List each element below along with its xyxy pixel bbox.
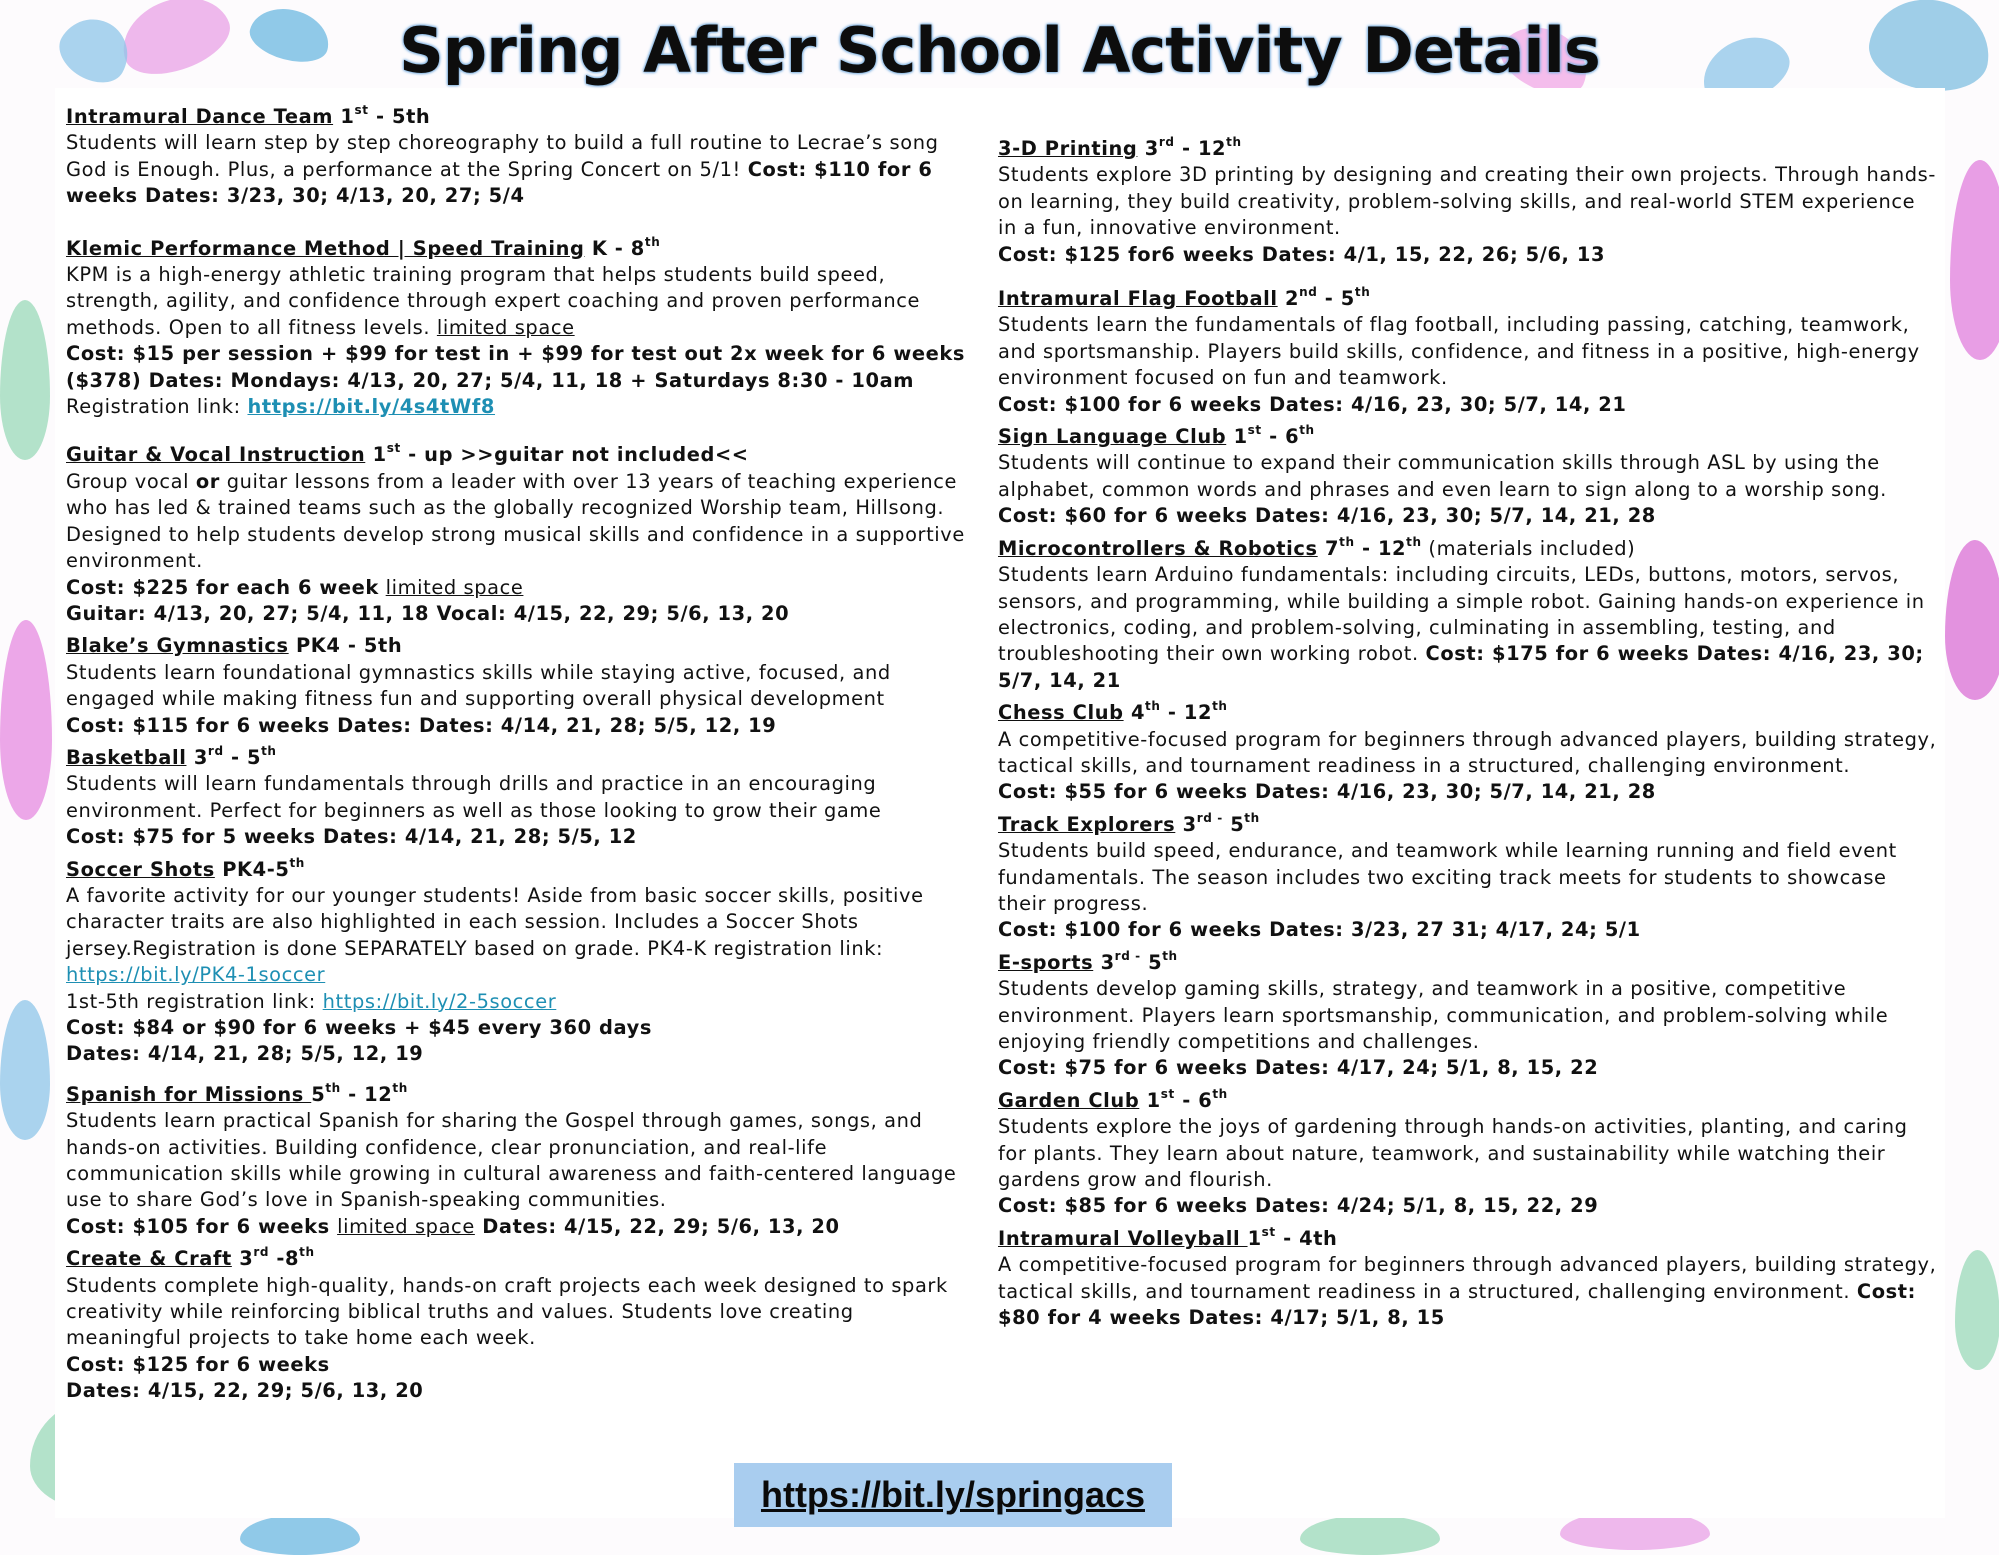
activity-cost: Cost: $55 for 6 weeks Dates: 4/16, 23, 30; 5/7, 14, 21, 28 (998, 780, 1656, 804)
activity-cost: Cost: $225 for each 6 week (66, 575, 379, 599)
activity-description: Students learn Arduino fundamentals: including circuits, LEDs, buttons, motors, servos, sensors, and programming, while building a simple robot. Gaining hands-on experience in electronics, coding, and problem-solving, culminating in assembling, testing, and troubleshooting their own working robot. (998, 563, 1925, 666)
activity-cost: Cost: $75 for 6 weeks Dates: 4/17, 24; 5/1, 8, 15, 22 (998, 1056, 1599, 1080)
leaf-decoration-bottom (240, 1515, 360, 1555)
activity-cost: Cost: $175 for 6 weeks Dates: 4/16, 23, 30; 5/7, 14, 21 (998, 642, 1924, 692)
activity-description: Students learn foundational gymnastics skills while staying active, focused, and engaged while making fitness fun and supporting overall physical development (66, 660, 891, 711)
leaf-decoration-right-lower (1955, 1250, 1999, 1370)
activity-cost: Cost: $100 for 6 weeks Dates: 3/23, 27 31; 4/17, 24; 5/1 (998, 918, 1641, 942)
activity-cost: Cost: $115 for 6 weeks Dates: Dates: 4/14, 21, 28; 5/5, 12, 19 (66, 713, 777, 737)
limited-space-note: limited space (436, 315, 575, 339)
activity-dates: Dates: 4/15, 22, 29; 5/6, 13, 20 (66, 1379, 424, 1403)
activity-microcontrollers-robotics: Microcontrollers & Robotics 7th - 12th (materials included) Students learn Arduino fundamentals: including circuits, LEDs, buttons, motors, servos, sensors, and programming, while building a simple robot. Gaining hands-on experience in electronics, coding, and problem-solving, culminating in assembling, testing, and troubleshooting their own working robot. Cost: $175 for 6 weeks Dates: 4/16, 23, 30; 5/7, 14, 21 (998, 534, 1925, 692)
activity-description: A competitive-focused program for beginners through advanced players, building strategy, tactical skills, and tournament readiness in a structured, challenging environment. (998, 727, 1937, 777)
activity-sign-language: Sign Language Club 1st - 6th Students will continue to expand their communication skills through ASL by using the alphabet, common words and phrases and even learn to sign along to a worship song. Cost: $60 for 6 weeks Dates: 4/16, 23, 30; 5/7, 14, 21, 28 (998, 424, 1938, 530)
activity-garden-club: Garden Club 1st - 6th Students explore the joys of gardening through hands-on activities, planting, and caring for plants. They learn about nature, teamwork, and sustainability while watching their gardens grow and flourish. Cost: $85 for 6 weeks Dates: 4/24; 5/1, 8, 15, 22, 29 (998, 1088, 1938, 1220)
activity-intramural-volleyball: Intramural Volleyball 1st - 4th A competitive-focused program for beginners through advanced players, building strategy, tactical skills, and tournament readiness in a structured, challenging environment. Cost: $80 for 4 weeks Dates: 4/17; 5/1, 8, 15 (998, 1224, 1937, 1330)
activity-name: 3-D Printing (998, 137, 1138, 160)
limited-space-note: limited space (337, 1214, 475, 1238)
activity-blakes-gymnastics: Blake’s Gymnastics PK4 - 5th Students learn foundational gymnastics skills while staying active, focused, and engaged while making fitness fun and supporting overall physical development Cost: $115 for 6 weeks Dates: Dates: 4/14, 21, 28; 5/5, 12, 19 (66, 633, 966, 739)
activity-chess-club: Chess Club 4th - 12th A competitive-focused program for beginners through advanced players, building strategy, tactical skills, and tournament readiness in a structured, challenging environment. Cost: $55 for 6 weeks Dates: 4/16, 23, 30; 5/7, 14, 21, 28 (998, 700, 1938, 806)
activity-name: Soccer Shots (66, 857, 215, 881)
activity-name: E-sports (998, 950, 1094, 974)
activity-description: Students learn practical Spanish for sharing the Gospel through games, songs, and hands-on activities. Building confidence, clear pronunciation, and real-life communication skills while growing in cultural awareness and faith-centered language use to share God’s love in Spanish-speaking communities. (66, 1109, 957, 1212)
activity-3d-printing: 3-D Printing 3rd - 12th Students explore 3D printing by designing and creating their own projects. Through hands-on learning, they build creativity, problem-solving skills, and real-world STEM experience in a fun, innovative environment. Cost: $125 for6 weeks Dates: 4/1, 15, 22, 26; 5/6, 13 (998, 136, 1938, 268)
butterfly-decoration-left-mid (0, 620, 52, 820)
pk4-k-registration-link[interactable]: https://bit.ly/PK4-1soccer (66, 963, 326, 987)
activity-name: Microcontrollers & Robotics (998, 536, 1318, 560)
activity-dates: Guitar: 4/13, 20, 27; 5/4, 11, 18 Vocal: 4/15, 22, 29; 5/6, 13, 20 (66, 601, 790, 625)
butterfly-decoration-right (1950, 160, 1999, 360)
activity-soccer-shots: Soccer Shots PK4-5th A favorite activity for our younger students! Aside from basic soccer skills, positive character traits are also highlighted in each session. Includes a Soccer Shots jersey.Registration is done SEPARATELY based on grade. PK4-K registration link: https://bit.ly/PK4-1soccer 1st-5th registration link: https://bit.ly/2-5soccer Cost: $84 or $90 for 6 weeks + $45 every 360 days Dates: 4/14, 21, 28; 5/5, 12, 19 (66, 857, 966, 1068)
activity-name: Create & Craft (66, 1247, 232, 1271)
activity-dates: Dates: 4/15, 22, 29; 5/6, 13, 20 (474, 1214, 840, 1238)
activity-cost: Cost: $80 for 4 weeks Dates: 4/17; 5/1, 8, 15 (998, 1279, 1917, 1330)
activity-description: A competitive-focused program for beginners through advanced players, building strategy, tactical skills, and tournament readiness in a structured, challenging environment. (998, 1253, 1937, 1303)
activity-cost: Cost: $110 for 6 weeks Dates: 3/23, 30; 4/13, 20, 27; 5/4 (66, 157, 933, 208)
limited-space-note: limited space (385, 575, 524, 599)
activity-cost: Cost: $84 or $90 for 6 weeks + $45 every 360 days (66, 1016, 652, 1039)
activity-e-sports: E-sports $3^{rd -}$ 5th Students develop gaming skills, strategy, and teamwork in a positive, competitive environment. Players learn sportsmanship, communication, and problem-solving while enjoying friendly competitions and challenges. Cost: $75 for 6 weeks Dates: 4/17, 24; 5/1, 8, 15, 22 (998, 950, 1938, 1082)
activity-cost: Cost: $15 per session + $99 for test in + $99 for test out 2x week for 6 weeks ($378) Dates: Mondays: 4/13, 20, 27; 5/4, 11, 18 + Saturdays 8:30 - 10am (66, 342, 966, 392)
kpm-registration-link[interactable]: https://bit.ly/4s4tWf8 (247, 395, 496, 419)
spring-acs-registration-link[interactable]: https://bit.ly/springacs (734, 1463, 1172, 1527)
activity-description: Students will learn fundamentals through drills and practice in an encouraging environment. Perfect for beginners as well as those looking to grow their game (66, 772, 882, 822)
activity-description: Students explore 3D printing by designing and creating their own projects. Through hands-on learning, they build creativity, problem-solving skills, and real-world STEM experience in a fun, innovative environment. (998, 163, 1936, 240)
activity-name: Track Explorers (998, 812, 1176, 836)
leaf-decoration-left-lower (0, 1000, 50, 1140)
activity-name: Sign Language Club (998, 425, 1227, 449)
activity-name: Chess Club (998, 701, 1124, 725)
activity-name: Basketball (66, 745, 187, 769)
activity-dates: Dates: 4/14, 21, 28; 5/5, 12, 19 (66, 1042, 424, 1066)
activity-description: Students will continue to expand their communication skills through ASL by using the alphabet, common words and phrases and even learn to sign along to a worship song. (998, 451, 1887, 501)
activity-name: Intramural Dance Team (66, 105, 334, 128)
activity-track-explorers: Track Explorers $3^{rd -}$ 5th Students build speed, endurance, and teamwork while learning running and field event fundamentals. The season includes two exciting track meets for students to showcase their progress. Cost: $100 for 6 weeks Dates: 3/23, 27 31; 4/17, 24; 5/1 (998, 812, 1938, 944)
activity-name: Intramural Volleyball (998, 1226, 1248, 1250)
activity-description: Group vocal or guitar lessons from a leader with over 13 years of teaching experience who has led & trained teams such as the globally recognized Worship team, Hillsong. Designed to help students develop strong musical skills and confidence in a supportive environment. (66, 469, 965, 573)
activity-cost: Cost: $75 for 5 weeks Dates: 4/14, 21, 28; 5/5, 12 (66, 825, 637, 849)
activity-intramural-dance-team: Intramural Dance Team 1st - 5th Students will learn step by step choreography to build a full routine to Lecrae’s song God is Enough. Plus, a performance at the Spring Concert on 5/1! Cost: $110 for 6 weeks Dates: 3/23, 30; 4/13, 20, 27; 5/4 (66, 103, 939, 208)
butterfly-decoration-left (0, 300, 50, 460)
activity-description: KPM is a high-energy athletic training program that helps students build speed, strength, agility, and confidence through expert coaching and proven performance methods. Open to all fitness levels. (66, 263, 921, 339)
activity-create-and-craft: Create & Craft 3rd -8th Students complete high-quality, hands-on craft projects each week designed to spark creativity while reinforcing biblical truths and values. Students love creating meaningful projects to take home each week. Cost: $125 for 6 weeks Dates: 4/15, 22, 29; 5/6, 13, 20 (66, 1246, 966, 1404)
1st-5th-registration-link[interactable]: https://bit.ly/2-5soccer (322, 989, 557, 1013)
activity-description: Students explore the joys of gardening through hands-on activities, planting, and caring for plants. They learn about nature, teamwork, and sustainability while watching their gardens grow and flourish. (998, 1115, 1908, 1192)
activity-cost: Cost: $60 for 6 weeks Dates: 4/16, 23, 30; 5/7, 14, 21, 28 (998, 504, 1656, 528)
activity-klemic-performance: Klemic Performance Method | Speed Training K - 8th KPM is a high-energy athletic training program that helps students build speed, strength, agility, and confidence through expert coaching and proven performance methods. Open to all fitness levels. limited space Cost: $15 per session + $99 for test in + $99 for test out 2x week for 6 weeks ($378) Dates: Mondays: 4/13, 20, 27; 5/4, 11, 18 + Saturdays 8:30 - 10am Registration link: https://bit.ly/4s4tWf8 (66, 234, 966, 419)
activity-name: Klemic Performance Method | Speed Training (66, 236, 585, 260)
activity-description: Students will learn step by step choreography to build a full routine to Lecrae’s song God is Enough. Plus, a performance at the Spring Concert on 5/1! (66, 131, 939, 181)
activity-description: Students build speed, endurance, and teamwork while learning running and field event fundamentals. The season includes two exciting track meets for students to showcase their progress. (998, 839, 1897, 915)
activity-name: Garden Club (998, 1088, 1140, 1112)
activity-flag-football: Intramural Flag Football 2nd - 5th Students learn the fundamentals of flag football, including passing, catching, teamwork, and sportsmanship. Players build skills, confidence, and fitness in a positive, high-energy environment focused on fun and teamwork. Cost: $100 for 6 weeks Dates: 4/16, 23, 30; 5/7, 14, 21 (998, 286, 1938, 418)
activity-cost: Cost: $100 for 6 weeks Dates: 4/16, 23, 30; 5/7, 14, 21 (998, 392, 1627, 416)
activity-name: Guitar & Vocal Instruction (66, 443, 366, 467)
activity-cost: Cost: $105 for 6 weeks (66, 1214, 338, 1238)
page-title: Spring After School Activity Details (399, 14, 1600, 87)
activity-description: A favorite activity for our younger students! Aside from basic soccer skills, positive character traits are also highlighted in each session. Includes a Soccer Shots jersey.Registration is done SEPARATELY based on grade. PK4-K registration link: (66, 883, 924, 960)
right-column (998, 136, 1938, 1337)
activity-description: Students develop gaming skills, strategy, and teamwork in a positive, competitive environment. Players learn sportsmanship, communication, and problem-solving while enjoying friendly competitions and challenges. (998, 977, 1889, 1053)
activity-cost: Cost: $125 for 6 weeks (66, 1352, 330, 1376)
activity-cost: Cost: $85 for 6 weeks Dates: 4/24; 5/1, 8, 15, 22, 29 (998, 1194, 1599, 1218)
leaf-decoration-bottom-right (1300, 1515, 1440, 1555)
activity-description: Students learn the fundamentals of flag football, including passing, catching, teamwork, and sportsmanship. Players build skills, confidence, and fitness in a positive, high-energy environment focused on fun and teamwork. (998, 313, 1920, 390)
activity-description: Students complete high-quality, hands-on craft projects each week designed to spark creativity while reinforcing biblical truths and values. Students love creating meaningful projects to take home each week. (66, 1273, 948, 1350)
activity-spanish-for-missions: Spanish for Missions 5th - 12th Students learn practical Spanish for sharing the Gospel through games, songs, and hands-on activities. Building confidence, clear pronunciation, and real-life communication skills while growing in cultural awareness and faith-centered language use to share God’s love in Spanish-speaking communities. Cost: $105 for 6 weeks limited space Dates: 4/15, 22, 29; 5/6, 13, 20 (66, 1082, 966, 1240)
activity-name: Blake’s Gymnastics (66, 634, 289, 658)
activity-cost: Cost: $125 for6 weeks Dates: 4/1, 15, 22, 26; 5/6, 13 (998, 242, 1606, 266)
activity-guitar-vocal: Guitar & Vocal Instruction 1st - up >>guitar not included<< Group vocal or guitar lessons from a leader with over 13 years of teaching experience who has led & trained teams such as the globally recognized Worship team, Hillsong. Designed to help students develop strong musical skills and confidence in a supportive environment. Cost: $225 for each 6 week limited space Guitar: 4/13, 20, 27; 5/4, 11, 18 Vocal: 4/15, 22, 29; 5/6, 13, 20 (66, 442, 966, 627)
activity-basketball: Basketball 3rd - 5th Students will learn fundamentals through drills and practice in an encouraging environment. Perfect for beginners as well as those looking to grow their game Cost: $75 for 5 weeks Dates: 4/14, 21, 28; 5/5, 12 (66, 745, 966, 851)
left-column (66, 104, 966, 1411)
butterfly-decoration-right-mid (1945, 540, 1999, 700)
activity-name: Intramural Flag Football (998, 287, 1278, 311)
activity-name: Spanish for Missions (66, 1082, 312, 1106)
